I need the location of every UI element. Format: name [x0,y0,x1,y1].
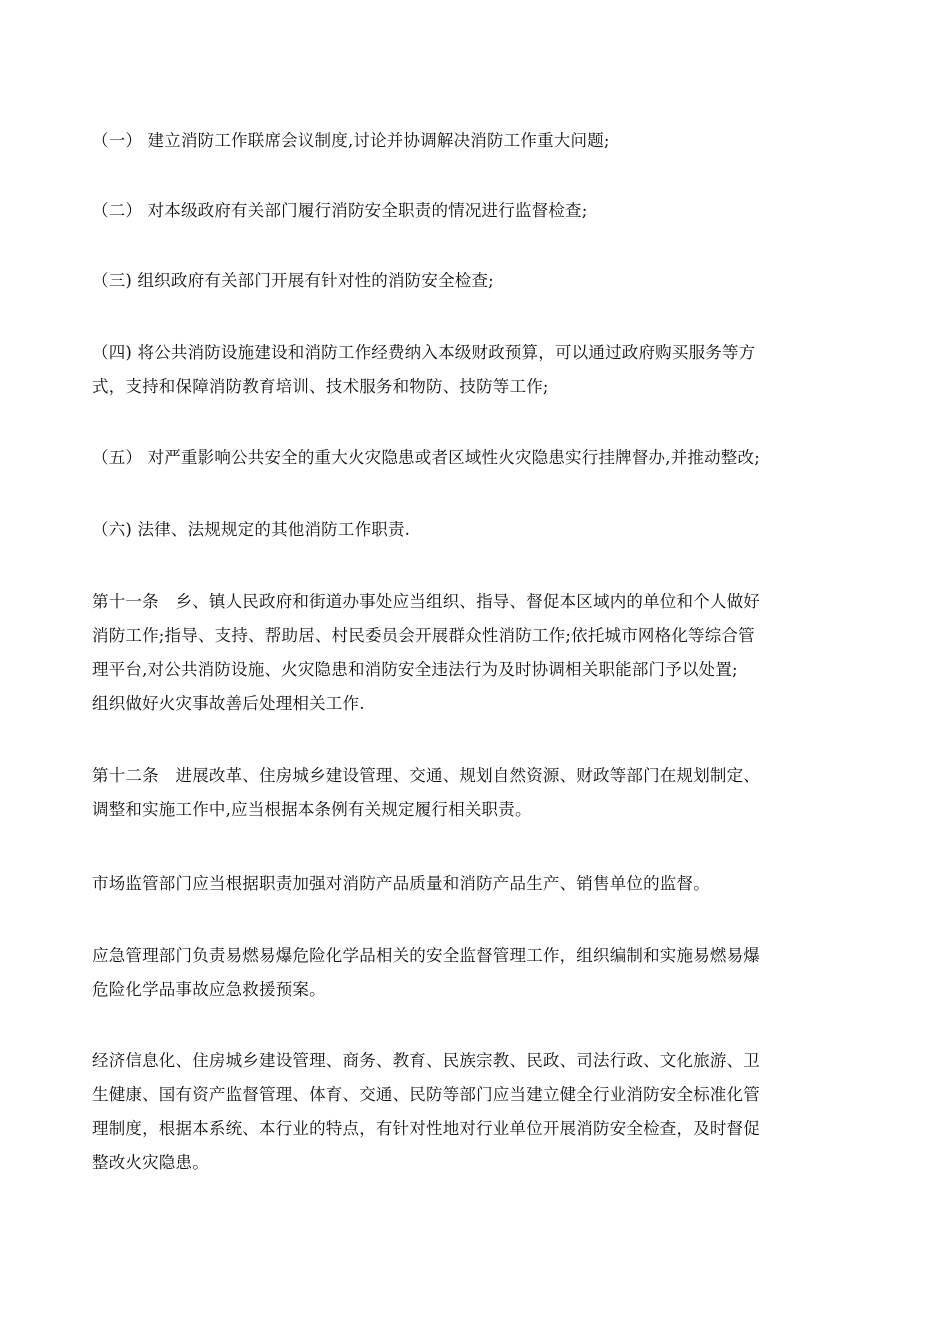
paragraph-line: 调整和实施工作中,应当根据本条例有关规定履行相关职责。 [92,800,532,819]
paragraph-item-1 [92,124,862,158]
emergency-management-paragraph [92,939,862,1007]
paragraph-line: 第十二条 进展改革、住房城乡建设管理、交通、规划自然资源、财政等部门在规划制定、 [92,766,760,785]
paragraph-line: （二） 对本级政府有关部门履行消防安全职责的情况进行监督检查; [92,201,588,220]
industry-departments-paragraph [92,1044,862,1180]
paragraph-line: 应急管理部门负责易燃易爆危险化学品相关的安全监督管理工作，组织编制和实施易燃易爆 [92,946,760,965]
paragraph-line: 市场监管部门应当根据职责加强对消防产品质量和消防产品生产、销售单位的监督。 [92,874,710,893]
paragraph-item-5 [92,441,862,475]
paragraph-line: 经济信息化、住房城乡建设管理、商务、教育、民族宗教、民政、司法行政、文化旅游、卫 [92,1051,760,1070]
paragraph-line: 第十一条 乡、镇人民政府和街道办事处应当组织、指导、督促本区域内的单位和个人做好 [92,592,760,611]
paragraph-line: （三) 组织政府有关部门开展有针对性的消防安全检查; [92,271,494,290]
article-11 [92,585,862,721]
paragraph-line: 生健康、国有资产监督管理、体育、交通、民防等部门应当建立健全行业消防安全标准化管 [92,1085,760,1104]
article-12 [92,759,862,827]
paragraph-line: 整改火灾隐患。 [92,1153,209,1172]
paragraph-line: （一） 建立消防工作联席会议制度,讨论并协调解决消防工作重大问题; [92,131,610,150]
paragraph-line: 理平台,对公共消防设施、火灾隐患和消防安全违法行为及时协调相关职能部门予以处置; [92,660,738,679]
paragraph-item-3 [92,264,862,298]
paragraph-line: （四) 将公共消防设施建设和消防工作经费纳入本级财政预算，可以通过政府购买服务等方 [92,343,756,362]
paragraph-line: 消防工作;指导、支持、帮助居、村民委员会开展群众性消防工作;依托城市网格化等综合管 [92,626,755,645]
market-supervision-paragraph [92,867,862,901]
paragraph-line: （五） 对严重影响公共安全的重大火灾隐患或者区域性火灾隐患实行挂牌督办,并推动整改; [92,448,760,467]
paragraph-line: 危险化学品事故应急救援预案。 [92,980,326,999]
paragraph-item-6 [92,513,862,547]
paragraph-line: 理制度，根据本系统、本行业的特点，有针对性地对行业单位开展消防安全检查，及时督促 [92,1119,760,1138]
paragraph-item-4 [92,336,862,404]
paragraph-item-2 [92,194,862,228]
paragraph-line: （六) 法律、法规规定的其他消防工作职责. [92,520,411,539]
paragraph-line: 组织做好火灾事故善后处理相关工作. [92,694,365,713]
paragraph-line: 式，支持和保障消防教育培训、技术服务和物防、技防等工作; [92,377,549,396]
